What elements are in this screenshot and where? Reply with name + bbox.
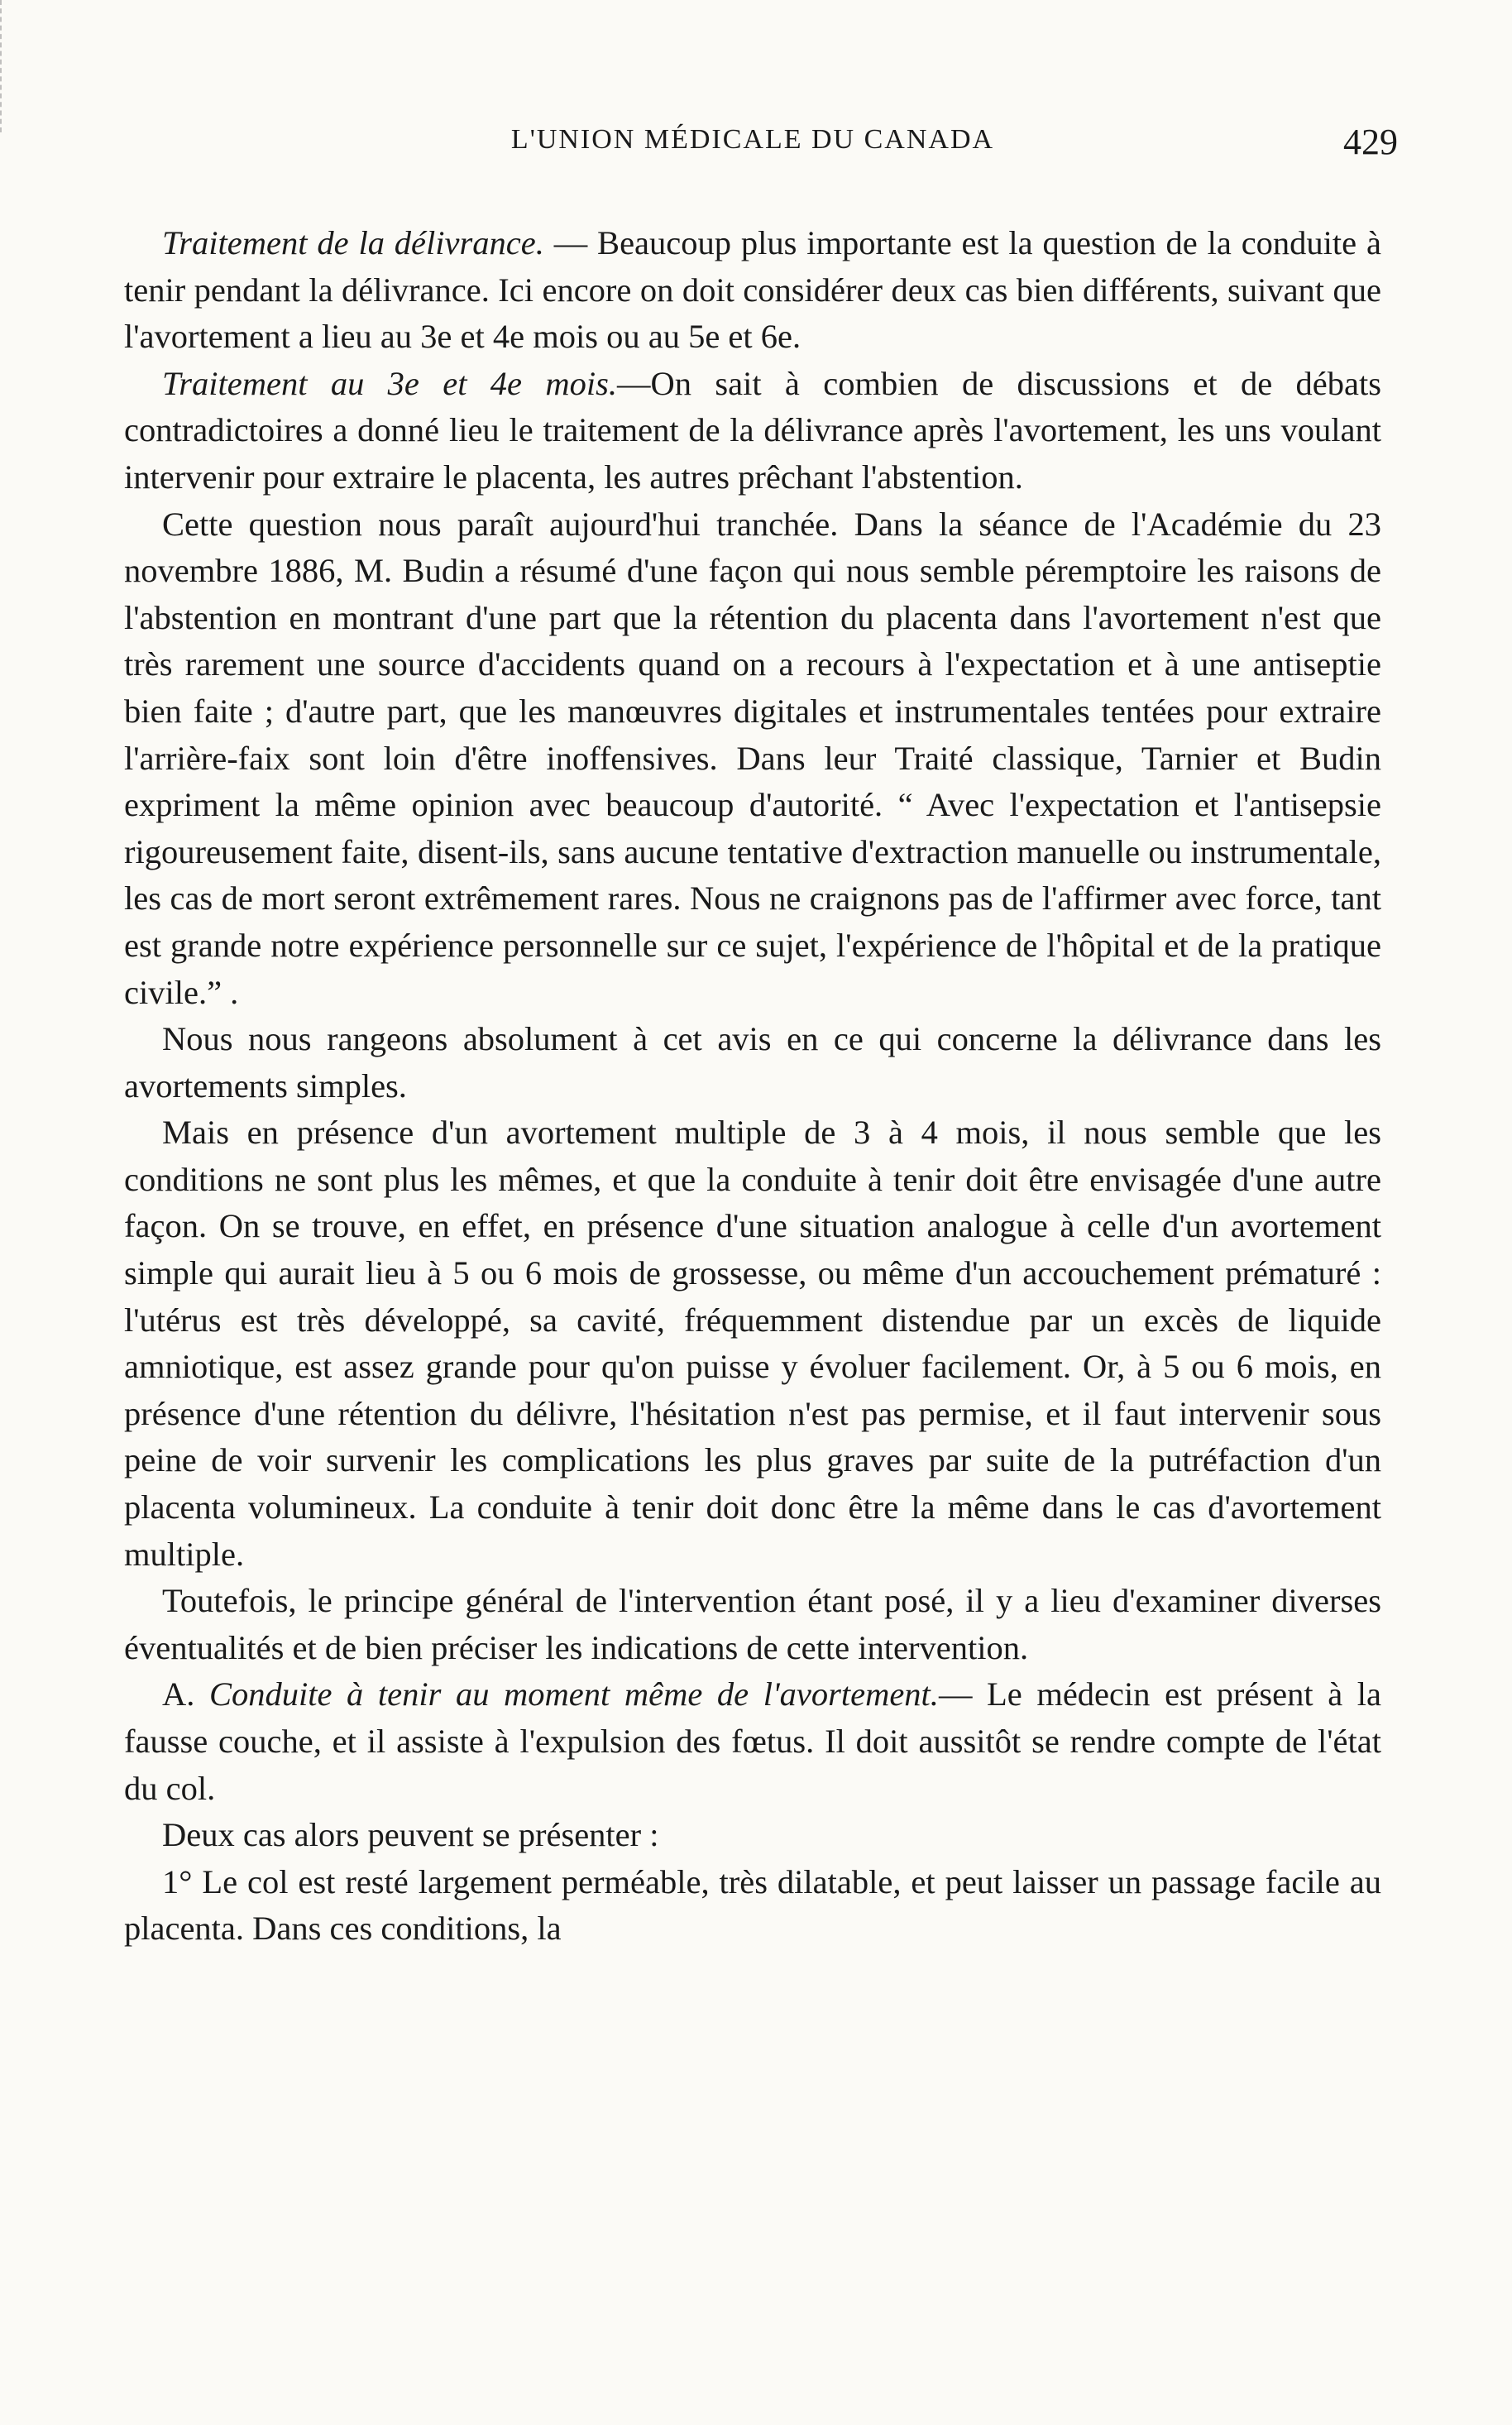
paragraph-text: Deux cas alors peuvent se présenter : xyxy=(162,1816,659,1854)
paragraph-cas-1 xyxy=(124,1859,1381,1953)
scan-edge-marks xyxy=(0,0,7,132)
section-prefix: A. xyxy=(162,1675,209,1713)
paragraph-text: Toutefois, le principe général de l'intervention étant posé, il y a lieu d'examiner diverses éventualités et de bien préciser les indications de cette intervention. xyxy=(124,1582,1381,1666)
section-heading: Traitement au 3e et 4e mois. xyxy=(162,364,617,402)
paragraph-text: 1° Le col est resté largement perméable, très dilatable, et peut laisser un passage facile au placenta. Dans ces conditions, la xyxy=(124,1862,1381,1948)
section-heading: Traitement de la délivrance. xyxy=(162,224,544,261)
paragraph-text: — Beaucoup plus importante est la question de la conduite à tenir pendant la délivrance. Ici encore on doit considérer deux cas bien différents, suivant que l'avortement a lieu au 3e et 4e mois ou au 5e et 6e. xyxy=(124,224,1381,356)
document-body xyxy=(124,220,1381,1953)
paragraph-text: Nous nous rangeons absolument à cet avis en ce qui concerne la délivrance dans les avortements simples. xyxy=(124,1020,1381,1105)
page-number: 429 xyxy=(1343,122,1398,162)
paragraph-delivrance xyxy=(124,220,1381,361)
paragraph-text: —On sait à combien de discussions et de débats contradictoires a donné lieu le traitement de la délivrance après l'avortement, les uns voulant intervenir pour extraire le placenta, les autres prêchant l'abstention. xyxy=(124,364,1382,496)
section-heading: Conduite à tenir au moment même de l'avortement. xyxy=(208,1675,939,1713)
paragraph-traitement-3e-4e xyxy=(124,361,1381,501)
paragraph-avis xyxy=(124,1016,1381,1109)
paragraph-avortement-multiple xyxy=(124,1109,1381,1578)
document-page xyxy=(124,122,1398,1953)
paragraph-toutefois xyxy=(124,1578,1381,1671)
paragraph-text: — Le médecin est présent à la fausse couche, et il assiste à l'expulsion des fœtus. Il doit aussitôt se rendre compte de l'état du col. xyxy=(124,1675,1381,1807)
paragraph-question-tranchee xyxy=(124,501,1381,1017)
paragraph-text: Mais en présence d'un avortement multiple de 3 à 4 mois, il nous semble que les conditions ne sont plus les mêmes, et que la conduite à tenir doit être envisagée d'une autre façon. On se trouve, en effet, en présence d'une situation analogue à celle d'un avortement simple qui aurait lieu à 5 ou 6 mois de grossesse, ou même d'un accouchement prématuré : l'utérus est très développé, sa cavité, fréquemment distendue par un excès de liquide amniotique, est assez grande pour qu'on puisse y évoluer facilement. Or, à 5 ou 6 mois, en présence d'une rétention du délivre, l'hésitation n'est pas permise, et il faut intervenir sous peine de voir survenir les complications les plus graves par suite de la putréfaction d'un placenta volumineux. La conduite à tenir doit donc être la même dans le cas d'avortement multiple. xyxy=(124,1114,1381,1573)
running-title: L'UNION MÉDICALE DU CANADA xyxy=(510,124,995,155)
paragraph-conduite-a xyxy=(124,1671,1381,1812)
paragraph-deux-cas xyxy=(124,1812,1381,1859)
page-header xyxy=(124,122,1398,174)
paragraph-text: Cette question nous paraît aujourd'hui tranchée. Dans la séance de l'Académie du 23 novembre 1886, M. Budin a résumé d'une façon qui nous semble péremptoire les raisons de l'abstention en montrant d'une part que la rétention du placenta dans l'avortement n'est que très rarement une source d'accidents quand on a recours à l'expectation et à une antiseptie bien faite ; d'autre part, que les manœuvres digitales et instrumentales tentées pour extraire l'arrière-faix sont loin d'être inoffensives. Dans leur Traité classique, Tarnier et Budin expriment la même opinion avec beaucoup d'autorité. “ Avec l'expectation et l'antisepsie rigoureusement faite, disent-ils, sans aucune tentative d'extraction manuelle ou instrumentale, les cas de mort seront extrêmement rares. Nous ne craignons pas de l'affirmer avec force, tant est grande notre expérience personnelle sur ce sujet, l'expérience de l'hôpital et de la pratique civile.” . xyxy=(124,505,1381,1011)
